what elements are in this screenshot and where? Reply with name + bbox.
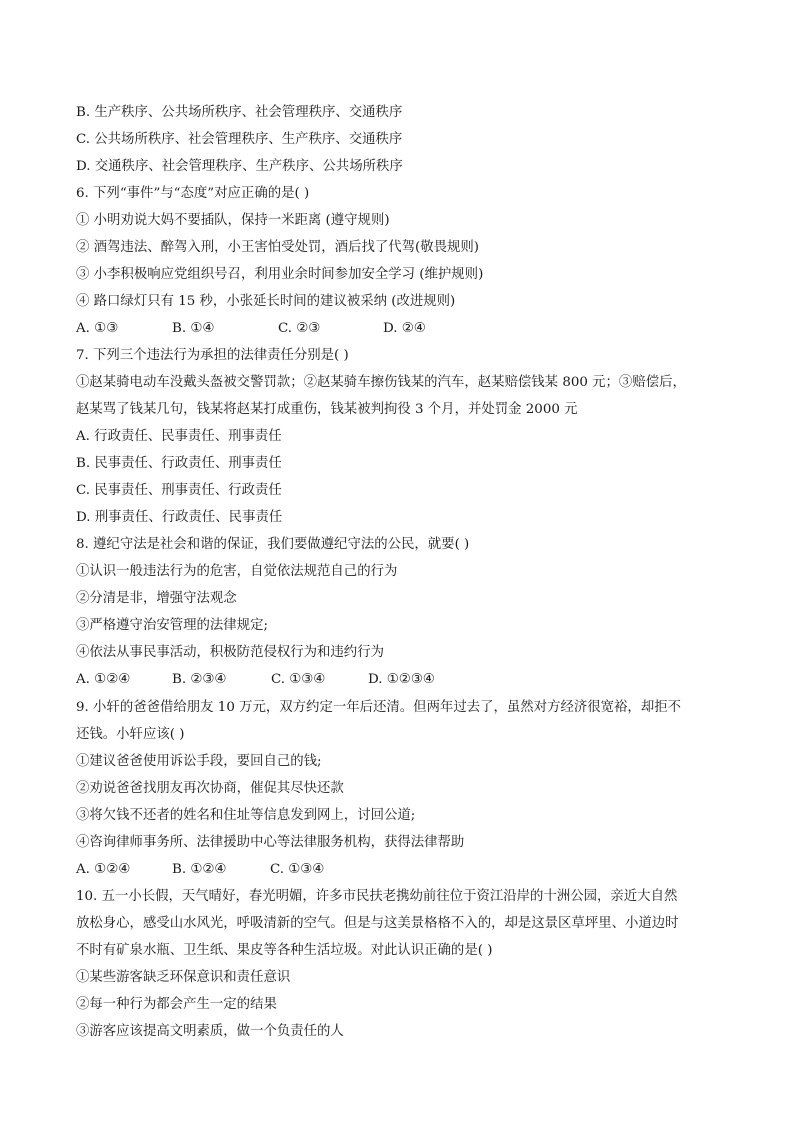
q9-statement-2: ②劝说爸爸找朋友再次协商，催促其尽快还款 [76, 781, 344, 796]
q7-scenario-line-1: ①赵某骑电动车没戴头盔被交警罚款；②赵某骑车擦伤钱某的汽车，赵某赔偿钱某 800 元；③赔偿后， [76, 375, 686, 390]
q10-statement-2: ②每一种行为都会产生一定的结果 [76, 997, 277, 1012]
q9-statement-4: ④咨询律师事务所、法律援助中心等法律服务机构，获得法律帮助 [76, 835, 465, 850]
q6-stem: 6. 下列“事件”与“态度”对应正确的是( ) [76, 186, 310, 201]
q9-statement-1: ①建议爸爸使用诉讼手段，要回自己的钱; [76, 754, 322, 769]
q10-stem-line-3: 不时有矿泉水瓶、卫生纸、果皮等各种生活垃圾。对此认识正确的是( ) [76, 943, 493, 958]
q6-option-b: B. ①④ [172, 321, 215, 336]
q7-option-c: C. 民事责任、刑事责任、行政责任 [76, 483, 282, 498]
q5-option-b: B. 生产秩序、公共场所秩序、社会管理秩序、交通秩序 [76, 105, 403, 120]
q6-option-d: D. ②④ [383, 321, 426, 336]
q10-statement-3: ③游客应该提高文明素质，做一个负责任的人 [76, 1024, 344, 1039]
q6-statement-3: ③ 小李积极响应党组织号召，利用业余时间参加安全学习 (维护规则) [76, 267, 484, 282]
q6-statement-4: ④ 路口绿灯只有 15 秒，小张延长时间的建议被采纳 (改进规则) [76, 294, 456, 309]
q8-option-b: B. ②③④ [172, 672, 227, 687]
q8-statement-2: ②分清是非，增强守法观念 [76, 591, 237, 606]
q7-scenario-line-2: 赵某骂了钱某几句，钱某将赵某打成重伤，钱某被判拘役 3 个月，并处罚金 2000 元 [76, 402, 578, 417]
q10-stem-line-2: 放松身心，感受山水风光，呼吸清新的空气。但是与这美景格格不入的，却是这景区草坪里、小道边时 [76, 916, 679, 931]
q8-option-d: D. ①②③④ [368, 672, 435, 687]
q6-option-a: A. ①③ [76, 321, 119, 336]
q10-stem-line-1: 10. 五一小长假，天气晴好，春光明媚，许多市民扶老携幼前往位于资江沿岸的十洲公园，亲近大自然 [76, 889, 678, 904]
q10-statement-1: ①某些游客缺乏环保意识和责任意识 [76, 970, 291, 985]
q8-option-a: A. ①②④ [76, 672, 131, 687]
q6-statement-1: ① 小明劝说大妈不要插队，保持一米距离 (遵守规则) [76, 213, 390, 228]
q9-statement-3: ③将欠钱不还者的姓名和住址等信息发到网上，讨回公道; [76, 808, 416, 823]
q9-option-c: C. ①③④ [270, 862, 325, 877]
q5-option-c: C. 公共场所秩序、社会管理秩序、生产秩序、交通秩序 [76, 132, 403, 147]
q8-statement-4: ④依法从事民事活动，积极防范侵权行为和违约行为 [76, 645, 384, 660]
q8-option-c: C. ①③④ [271, 672, 326, 687]
q9-stem-line-2: 还钱。小轩应该( ) [76, 727, 185, 742]
q8-stem: 8. 遵纪守法是社会和谐的保证，我们要做遵纪守法的公民，就要( ) [76, 537, 470, 552]
q6-option-c: C. ②③ [278, 321, 321, 336]
q9-option-a: A. ①②④ [76, 862, 131, 877]
q8-statement-1: ①认识一般违法行为的危害，自觉依法规范自己的行为 [76, 564, 398, 579]
q8-statement-3: ③严格遵守治安管理的法律规定; [76, 618, 268, 633]
q9-option-b: B. ①②④ [172, 862, 227, 877]
q6-statement-2: ② 酒驾违法、醉驾入刑，小王害怕受处罚，酒后找了代驾(敬畏规则) [76, 240, 480, 255]
q5-option-d: D. 交通秩序、社会管理秩序、生产秩序、公共场所秩序 [76, 159, 403, 174]
q7-stem: 7. 下列三个违法行为承担的法律责任分别是( ) [76, 348, 349, 363]
q7-option-d: D. 刑事责任、行政责任、民事责任 [76, 510, 283, 525]
q7-option-b: B. 民事责任、行政责任、刑事责任 [76, 456, 282, 471]
q9-stem-line-1: 9. 小轩的爸爸借给朋友 10 万元，双方约定一年后还清。但两年过去了，虽然对方经济很宽裕，却拒不 [76, 700, 681, 715]
q7-option-a: A. 行政责任、民事责任、刑事责任 [76, 429, 282, 444]
